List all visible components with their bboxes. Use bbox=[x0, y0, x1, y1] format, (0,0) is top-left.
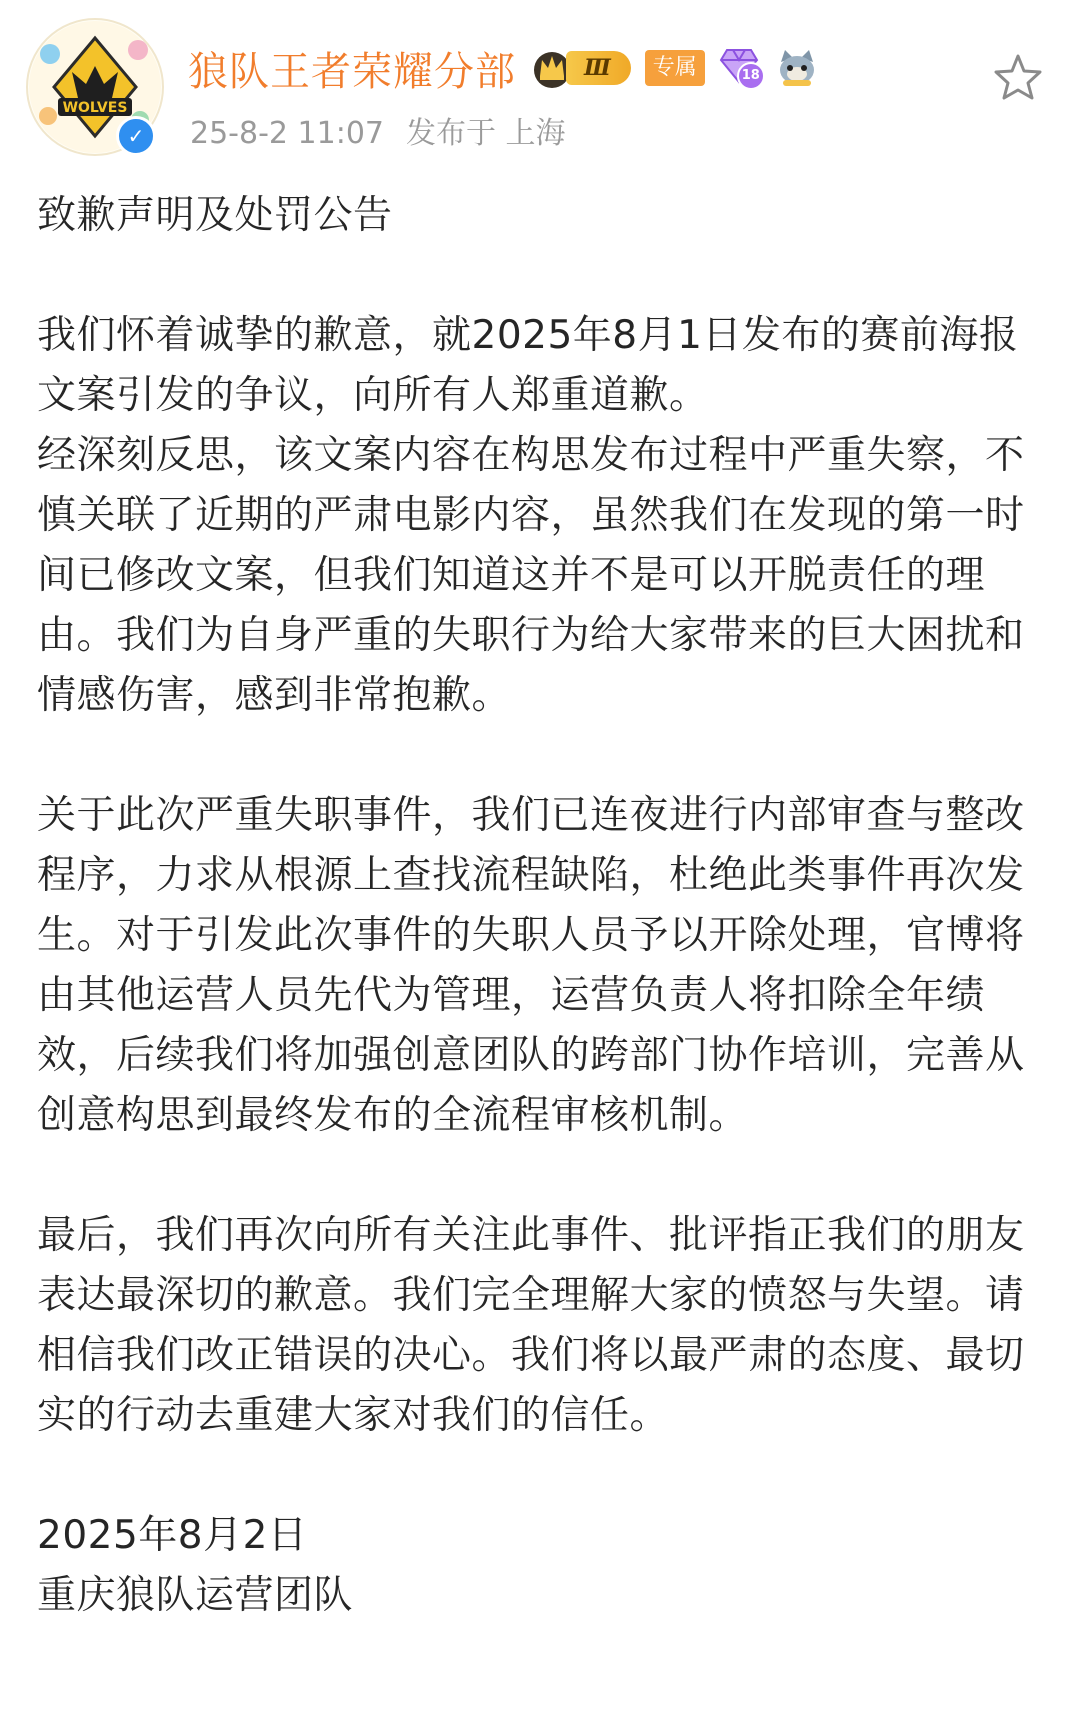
name-row bbox=[188, 40, 819, 96]
paragraph-gap bbox=[37, 246, 1047, 306]
post-signature: 重庆狼队运营团队 bbox=[37, 1573, 354, 1618]
paragraph-gap bbox=[37, 726, 1047, 786]
paragraph-gap bbox=[37, 1146, 1047, 1206]
cat-icon[interactable] bbox=[775, 48, 819, 88]
username[interactable]: 狼队王者荣耀分部 bbox=[188, 48, 516, 95]
post-timestamp: 25-8-2 11:07 bbox=[190, 116, 384, 151]
logo-wordmark: WOLVES bbox=[62, 100, 128, 116]
post-location: 发布于 上海 bbox=[406, 116, 566, 151]
star-outline-icon[interactable] bbox=[992, 52, 1044, 102]
vip-level-badge[interactable] bbox=[530, 46, 631, 90]
diamond-icon[interactable] bbox=[719, 46, 765, 90]
paragraph-closing: 最后，我们再次向所有关注此事件、批评指正我们的朋友表达最深切的歉意。我们完全理解大家的愤怒与失望。请相信我们改正错误的决心。我们将以最严肃的态度、最切实的行动去重建大家对我们的信任。 bbox=[37, 1213, 1025, 1438]
vip-level-text: Ⅲ bbox=[566, 51, 631, 85]
paragraph-punishment: 关于此次严重失职事件，我们已连夜进行内部审查与整改程序，力求从根源上查找流程缺陷，杜绝此类事件再次发生。对于引发此次事件的失职人员予以开除处理，官博将由其他运营人员先代为管理，运营负责人将扣除全年绩效，后续我们将加强创意团队的跨部门协作培训，完善从创意构思到最终发布的全流程审核机制。 bbox=[37, 793, 1025, 1138]
paragraph-apology: 我们怀着诚挚的歉意，就2025年8月1日发布的赛前海报文案引发的争议，向所有人郑重道歉。 bbox=[37, 313, 1019, 418]
gem-level-number: 18 bbox=[737, 62, 765, 90]
verified-check-icon: ✓ bbox=[116, 116, 156, 156]
paragraph-gap bbox=[37, 1446, 1047, 1506]
post-title: 致歉声明及处罚公告 bbox=[37, 193, 393, 238]
exclusive-badge[interactable]: 专属 bbox=[645, 50, 705, 86]
post-date: 2025年8月2日 bbox=[37, 1513, 308, 1558]
post-header bbox=[0, 0, 1080, 170]
post-meta bbox=[190, 108, 566, 152]
post-content bbox=[37, 186, 1047, 1626]
paragraph-reflection: 经深刻反思，该文案内容在构思发布过程中严重失察，不慎关联了近期的严肃电影内容，虽然我们在发现的第一时间已修改文案，但我们知道这并不是可以开脱责任的理由。我们为自身严重的失职行为给大家带来的巨大困扰和情感伤害，感到非常抱歉。 bbox=[37, 433, 1025, 718]
